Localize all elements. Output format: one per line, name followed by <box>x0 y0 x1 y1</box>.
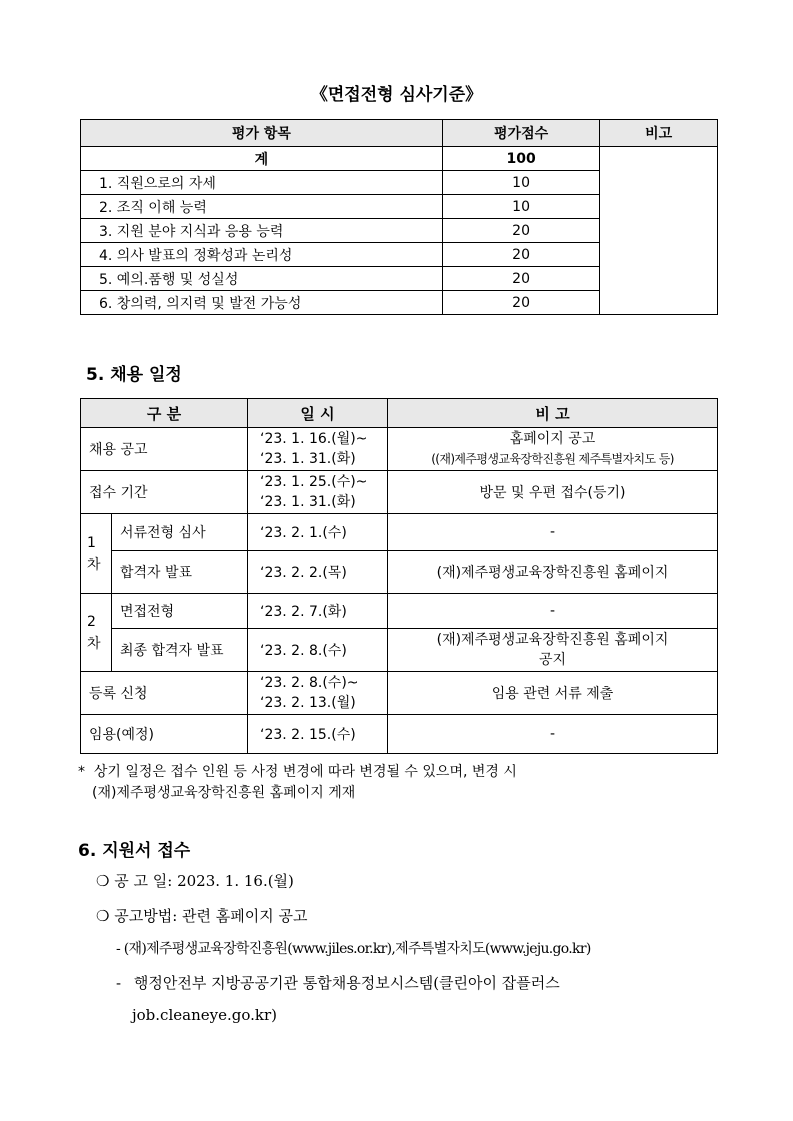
schedule-row-registration <box>81 672 718 715</box>
section5-title: 5. 채용 일정 <box>86 365 182 385</box>
total-score: 100 <box>442 147 600 171</box>
date-start: ‘23. 1. 16.(월)~ <box>260 431 368 447</box>
criteria-item: 4. 의사 발표의 정확성과 논리성 <box>81 243 443 267</box>
dash-text: 행정안전부 지방공공기관 통합채용정보시스템(클린아이 잡플러스 <box>133 974 560 992</box>
bullet-announcement-date <box>96 870 294 891</box>
row-label: 등록 신청 <box>81 672 248 715</box>
remark-line: (재)제주평생교육장학진흥원 홈페이지 <box>436 632 669 648</box>
row-remark: 방문 및 우편 접수(등기) <box>388 471 718 514</box>
row-label: 서류전형 심사 <box>112 514 248 551</box>
row-date: ‘23. 2. 8.(수) <box>248 629 388 672</box>
stage-1-label <box>81 514 112 594</box>
schedule-row-first-result <box>81 551 718 594</box>
row-remark: - <box>388 594 718 629</box>
schedule-row-interview <box>81 594 718 629</box>
criteria-total-row <box>81 147 718 171</box>
circle-bullet-icon: ❍ <box>96 907 110 925</box>
criteria-score: 20 <box>442 219 600 243</box>
criteria-item: 6. 창의력, 의지력 및 발전 가능성 <box>81 291 443 315</box>
row-label: 합격자 발표 <box>112 551 248 594</box>
dash-item-system-continued: job.cleaneye.go.kr) <box>132 1006 277 1024</box>
criteria-score: 10 <box>442 195 600 219</box>
row-date: ‘23. 2. 15.(수) <box>248 715 388 754</box>
dash-mark: - <box>116 974 122 992</box>
criteria-header-row <box>81 120 718 147</box>
schedule-row-announcement <box>81 428 718 471</box>
header-remark: 비 고 <box>388 399 718 428</box>
row-label: 채용 공고 <box>81 428 248 471</box>
remark-line: 공지 <box>538 652 567 668</box>
row-remark: 임용 관련 서류 제출 <box>388 672 718 715</box>
stage-2-label <box>81 594 112 672</box>
schedule-header-row <box>81 399 718 428</box>
remark-line: ((재)제주평생교육장학진흥원 제주특별자치도 등) <box>431 452 674 466</box>
footnote-mark: * <box>78 764 85 780</box>
date-start: ‘23. 2. 8.(수)~ <box>260 675 359 691</box>
footnote-line: 상기 일정은 접수 인원 등 사정 변경에 따라 변경될 수 있으며, 변경 시 <box>93 764 517 780</box>
dash-item-system <box>116 972 721 993</box>
dash-mark: - <box>116 941 121 957</box>
schedule-row-application <box>81 471 718 514</box>
schedule-row-document-review <box>81 514 718 551</box>
row-date: ‘23. 2. 1.(수) <box>248 514 388 551</box>
criteria-note-cell <box>600 147 718 315</box>
schedule-table <box>80 398 718 754</box>
date-end: ‘23. 1. 31.(화) <box>260 494 356 510</box>
date-end: ‘23. 2. 13.(월) <box>260 695 356 711</box>
header-score: 평가점수 <box>442 120 600 147</box>
bullet-text: 공 고 일: 2023. 1. 16.(월) <box>114 872 294 890</box>
header-note: 비고 <box>600 120 718 147</box>
row-date <box>248 428 388 471</box>
circle-bullet-icon: ❍ <box>96 872 110 890</box>
document-title: 《면접전형 심사기준》 <box>310 85 483 105</box>
schedule-row-final-result <box>81 629 718 672</box>
date-start: ‘23. 1. 25.(수)~ <box>260 474 368 490</box>
footnote-line: (재)제주평생교육장학진흥원 홈페이지 게재 <box>92 785 356 801</box>
header-item: 평가 항목 <box>81 120 443 147</box>
criteria-table <box>80 119 718 315</box>
row-date <box>248 471 388 514</box>
row-remark <box>388 428 718 471</box>
row-date: ‘23. 2. 7.(화) <box>248 594 388 629</box>
schedule-row-appointment <box>81 715 718 754</box>
stage-suffix: 차 <box>87 556 101 573</box>
criteria-score: 20 <box>442 267 600 291</box>
row-remark: - <box>388 514 718 551</box>
remark-line: 홈페이지 공고 <box>509 431 596 447</box>
header-category: 구 분 <box>81 399 248 428</box>
row-remark: (재)제주평생교육장학진흥원 홈페이지 <box>388 551 718 594</box>
schedule-footnote <box>78 762 738 804</box>
row-date <box>248 672 388 715</box>
row-label: 면접전형 <box>112 594 248 629</box>
criteria-score: 10 <box>442 171 600 195</box>
date-end: ‘23. 1. 31.(화) <box>260 451 356 467</box>
header-date: 일 시 <box>248 399 388 428</box>
section6-title: 6. 지원서 접수 <box>78 841 191 861</box>
total-label: 계 <box>81 147 443 171</box>
row-remark <box>388 629 718 672</box>
stage-number: 1 <box>87 534 96 551</box>
criteria-item: 2. 조직 이해 능력 <box>81 195 443 219</box>
dash-item-websites <box>116 938 591 958</box>
row-label: 접수 기간 <box>81 471 248 514</box>
row-remark: - <box>388 715 718 754</box>
row-label: 임용(예정) <box>81 715 248 754</box>
stage-suffix: 차 <box>87 635 101 652</box>
bullet-announcement-method <box>96 905 307 926</box>
dash-text: (재)제주평생교육장학진흥원(www.jiles.or.kr),제주특별자치도(www.jeju.go.kr) <box>123 941 591 957</box>
criteria-score: 20 <box>442 291 600 315</box>
row-date: ‘23. 2. 2.(목) <box>248 551 388 594</box>
stage-number: 2 <box>87 613 96 630</box>
criteria-item: 5. 예의.품행 및 성실성 <box>81 267 443 291</box>
criteria-item: 3. 지원 분야 지식과 응용 능력 <box>81 219 443 243</box>
bullet-text: 공고방법: 관련 홈페이지 공고 <box>114 907 308 925</box>
criteria-item: 1. 직원으로의 자세 <box>81 171 443 195</box>
row-label: 최종 합격자 발표 <box>112 629 248 672</box>
criteria-score: 20 <box>442 243 600 267</box>
